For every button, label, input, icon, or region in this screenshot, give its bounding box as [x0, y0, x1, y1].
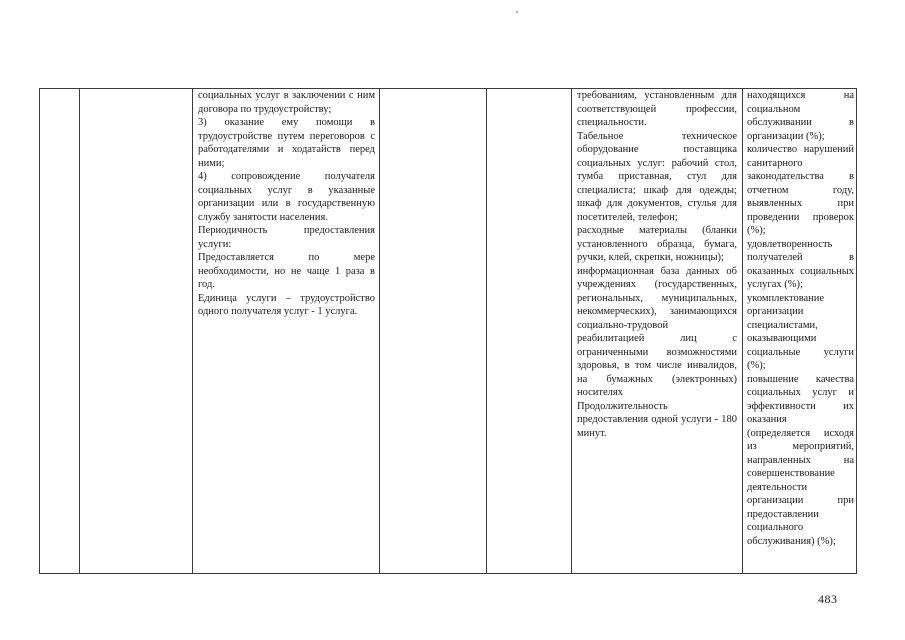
service-conditions-paragraph: расходные материалы (бланки установленного образца, бумага, ручки, клей, скрепки, ножницы);: [577, 225, 737, 263]
column-divider: [379, 89, 380, 573]
quality-indicator-item: количество нарушений санитарного законодательства в отчетном году, выявленных при проведении проверок (%);: [747, 144, 854, 236]
quality-indicators-cell: [747, 89, 854, 548]
service-duration-text: Продолжительность предоставления одной услуги - 180 минут.: [577, 400, 737, 439]
service-description-cell: [198, 89, 375, 319]
column-divider: [79, 89, 80, 573]
service-description-paragraph: 3) оказание ему помощи в трудоустройстве путем переговоров с работодателями и ходатайств перед ними;: [198, 117, 375, 169]
service-unit-text: Единица услуги – трудоустройство одного получателя услуг - 1 услуга.: [198, 292, 375, 317]
service-conditions-paragraph: требованиям, установленным для соответствующей профессии, специальности.: [577, 90, 737, 128]
quality-indicator-item: находящихся на социальном обслуживании в организации (%);: [747, 90, 854, 142]
quality-indicator-item: удовлетворенность получателей в оказанных социальных услугах (%);: [747, 238, 854, 290]
column-divider: [192, 89, 193, 573]
column-divider: [742, 89, 743, 573]
service-conditions-paragraph: Табельное техническое оборудование поставщика социальных услуг: рабочий стол, тумба приставная, стул для специалиста; шкаф для одежды; шкаф для документов, стулья для посетителей, телефон;: [577, 130, 737, 223]
column-divider: [571, 89, 572, 573]
service-periodicity-heading: Периодичность предоставления услуги:: [198, 225, 375, 250]
quality-indicator-item: (определяется исходя из мероприятий, направленных на совершенствование деятельности организации при предоставлении социального обслуживания) (%);: [747, 427, 854, 547]
service-conditions-cell: [577, 89, 737, 440]
service-conditions-paragraph: информационная база данных об учреждениях (государственных, региональных, муниципальных, некоммерческих), занимающихся социально-трудовой реабилитацией лиц с ограниченными возможностями здоровья, в том числе инвалидов, на бумажных (электронных) носителях: [577, 265, 737, 398]
scan-artifact-dot: [516, 11, 518, 13]
service-description-paragraph: социальных услуг в заключении с ним договора по трудоустройству;: [198, 90, 375, 115]
column-divider: [486, 89, 487, 573]
page-number: 483: [818, 592, 838, 606]
service-description-paragraph: 4) сопровождение получателя социальных услуг в указанные организации или в государственную службу занятости населения.: [198, 171, 375, 223]
service-periodicity-text: Предоставляется по мере необходимости, но не чаще 1 раза в год.: [198, 252, 375, 290]
quality-indicator-item: укомплектование организации специалистами, оказывающими социальные услуги (%);: [747, 292, 854, 371]
quality-indicator-item: повышение качества социальных услуг и эффективности их оказания: [747, 373, 854, 425]
services-table: [39, 88, 857, 574]
